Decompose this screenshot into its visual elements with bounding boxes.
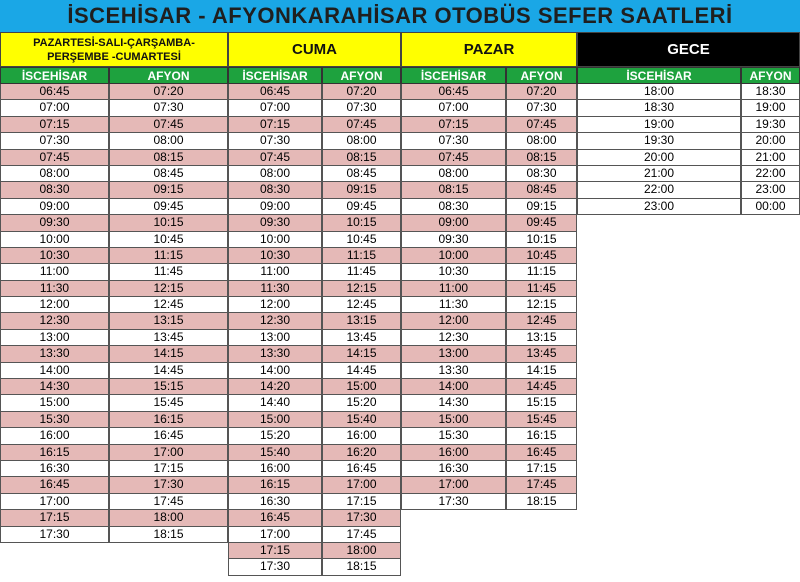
time-cell: 17:45: [322, 527, 401, 543]
time-cell: 11:00: [0, 264, 109, 280]
time-cell: 07:30: [322, 100, 401, 116]
time-cell: 13:15: [322, 313, 401, 329]
time-cell: 14:00: [228, 363, 322, 379]
time-cell: 11:00: [228, 264, 322, 280]
time-cell: 07:45: [109, 117, 228, 133]
time-cell: 13:30: [228, 346, 322, 362]
header-cuma: CUMA: [228, 32, 401, 67]
weekday-iscehisar-column: [0, 84, 109, 543]
time-cell: 15:00: [322, 379, 401, 395]
time-cell: 18:15: [109, 527, 228, 543]
time-cell: 17:15: [228, 543, 322, 559]
time-cell: 07:20: [506, 84, 577, 100]
time-cell: 21:00: [741, 150, 800, 166]
time-cell: 17:30: [0, 527, 109, 543]
time-cell: 15:20: [322, 395, 401, 411]
time-cell: 10:45: [506, 248, 577, 264]
time-cell: 14:15: [322, 346, 401, 362]
time-cell: 16:00: [401, 445, 506, 461]
time-cell: 12:30: [228, 313, 322, 329]
time-cell: 07:45: [506, 117, 577, 133]
time-cell: 17:15: [0, 510, 109, 526]
subheader-pazar-iscehisar: İSCEHİSAR: [401, 67, 506, 84]
time-cell: 19:00: [577, 117, 741, 133]
time-cell: 15:45: [109, 395, 228, 411]
time-cell: 14:20: [228, 379, 322, 395]
time-cell: 15:45: [506, 412, 577, 428]
time-cell: 13:00: [228, 330, 322, 346]
time-cell: 11:15: [322, 248, 401, 264]
time-cell: 07:30: [0, 133, 109, 149]
time-cell: 13:15: [506, 330, 577, 346]
time-cell: 10:00: [401, 248, 506, 264]
time-cell: 12:45: [109, 297, 228, 313]
time-cell: 12:15: [322, 281, 401, 297]
time-cell: 16:00: [228, 461, 322, 477]
time-cell: 11:15: [109, 248, 228, 264]
subheader-gece-iscehisar: İSCEHİSAR: [577, 67, 741, 84]
weekday-afyon-column: [109, 84, 228, 543]
time-cell: 16:45: [0, 477, 109, 493]
time-cell: 10:30: [401, 264, 506, 280]
time-cell: 12:15: [109, 281, 228, 297]
time-cell: 16:20: [322, 445, 401, 461]
time-cell: 12:30: [0, 313, 109, 329]
header-gece: GECE: [577, 32, 800, 67]
time-cell: 14:45: [506, 379, 577, 395]
time-cell: 08:00: [401, 166, 506, 182]
subheader-weekday-iscehisar: İSCEHİSAR: [0, 67, 109, 84]
time-cell: 13:00: [0, 330, 109, 346]
subheader-cuma-afyon: AFYON: [322, 67, 401, 84]
time-cell: 07:15: [0, 117, 109, 133]
time-cell: 16:45: [228, 510, 322, 526]
time-cell: 17:45: [109, 494, 228, 510]
subheader-weekday-afyon: AFYON: [109, 67, 228, 84]
time-cell: 07:45: [0, 150, 109, 166]
time-cell: 08:00: [109, 133, 228, 149]
time-cell: 14:15: [506, 363, 577, 379]
time-cell: 08:30: [506, 166, 577, 182]
time-cell: 21:00: [577, 166, 741, 182]
time-cell: 06:45: [0, 84, 109, 100]
time-cell: 10:15: [322, 215, 401, 231]
time-cell: 16:45: [506, 445, 577, 461]
time-cell: 10:00: [228, 232, 322, 248]
time-cell: 18:30: [741, 84, 800, 100]
time-cell: 10:45: [322, 232, 401, 248]
header-weekday-line1: PAZARTESİ-SALI-ÇARŞAMBA-: [33, 36, 195, 49]
time-cell: 06:45: [228, 84, 322, 100]
time-cell: 00:00: [741, 199, 800, 215]
time-cell: 18:00: [322, 543, 401, 559]
time-cell: 15:00: [401, 412, 506, 428]
time-cell: 12:00: [401, 313, 506, 329]
time-cell: 20:00: [741, 133, 800, 149]
time-cell: 10:15: [506, 232, 577, 248]
time-cell: 17:30: [401, 494, 506, 510]
time-cell: 09:30: [0, 215, 109, 231]
time-cell: 22:00: [577, 182, 741, 198]
time-cell: 12:45: [506, 313, 577, 329]
time-cell: 10:15: [109, 215, 228, 231]
time-cell: 13:30: [0, 346, 109, 362]
time-cell: 14:00: [0, 363, 109, 379]
pazar-iscehisar-column: [401, 84, 506, 510]
time-cell: 09:00: [228, 199, 322, 215]
time-cell: 07:30: [109, 100, 228, 116]
time-cell: 17:00: [228, 527, 322, 543]
time-cell: 18:15: [506, 494, 577, 510]
time-cell: 13:00: [401, 346, 506, 362]
time-cell: 09:00: [401, 215, 506, 231]
time-cell: 16:30: [228, 494, 322, 510]
time-cell: 17:00: [322, 477, 401, 493]
time-cell: 18:00: [577, 84, 741, 100]
time-cell: 15:30: [0, 412, 109, 428]
time-cell: 08:45: [322, 166, 401, 182]
time-cell: 15:00: [228, 412, 322, 428]
time-cell: 14:00: [401, 379, 506, 395]
time-cell: 08:30: [0, 182, 109, 198]
time-cell: 19:30: [741, 117, 800, 133]
time-cell: 08:15: [506, 150, 577, 166]
time-cell: 16:15: [109, 412, 228, 428]
time-cell: 12:15: [506, 297, 577, 313]
subheader-cuma-iscehisar: İSCEHİSAR: [228, 67, 322, 84]
time-cell: 16:45: [109, 428, 228, 444]
time-cell: 10:45: [109, 232, 228, 248]
time-cell: 22:00: [741, 166, 800, 182]
time-cell: 08:00: [506, 133, 577, 149]
time-cell: 17:15: [322, 494, 401, 510]
time-cell: 11:45: [109, 264, 228, 280]
time-cell: 16:45: [322, 461, 401, 477]
subheader-gece-afyon: AFYON: [741, 67, 800, 84]
time-cell: 20:00: [577, 150, 741, 166]
time-cell: 12:30: [401, 330, 506, 346]
time-cell: 15:15: [109, 379, 228, 395]
time-cell: 07:45: [322, 117, 401, 133]
time-cell: 12:00: [228, 297, 322, 313]
time-cell: 16:15: [506, 428, 577, 444]
gece-afyon-column: [741, 84, 800, 215]
time-cell: 07:00: [228, 100, 322, 116]
time-cell: 13:30: [401, 363, 506, 379]
time-cell: 09:15: [506, 199, 577, 215]
page-title: İSCEHİSAR - AFYONKARAHİSAR OTOBÜS SEFER SAATLERİ: [0, 0, 800, 32]
time-cell: 08:30: [401, 199, 506, 215]
time-cell: 17:15: [109, 461, 228, 477]
header-weekday: [0, 32, 228, 67]
time-cell: 14:15: [109, 346, 228, 362]
time-cell: 07:30: [401, 133, 506, 149]
time-cell: 11:15: [506, 264, 577, 280]
time-cell: 13:45: [506, 346, 577, 362]
time-cell: 16:00: [322, 428, 401, 444]
time-cell: 23:00: [577, 199, 741, 215]
time-cell: 11:30: [228, 281, 322, 297]
time-cell: 07:30: [506, 100, 577, 116]
time-cell: 08:00: [322, 133, 401, 149]
time-cell: 11:45: [506, 281, 577, 297]
time-cell: 07:15: [228, 117, 322, 133]
time-cell: 11:45: [322, 264, 401, 280]
time-cell: 09:30: [228, 215, 322, 231]
time-cell: 19:00: [741, 100, 800, 116]
time-cell: 09:00: [0, 199, 109, 215]
time-cell: 08:00: [228, 166, 322, 182]
time-cell: 17:00: [401, 477, 506, 493]
time-cell: 14:40: [228, 395, 322, 411]
time-cell: 12:45: [322, 297, 401, 313]
time-cell: 15:40: [228, 445, 322, 461]
time-cell: 09:45: [109, 199, 228, 215]
time-cell: 09:45: [322, 199, 401, 215]
header-pazar: PAZAR: [401, 32, 577, 67]
time-cell: 09:15: [109, 182, 228, 198]
time-cell: 14:45: [322, 363, 401, 379]
time-cell: 16:30: [401, 461, 506, 477]
time-cell: 18:15: [322, 559, 401, 575]
time-cell: 07:00: [0, 100, 109, 116]
time-cell: 15:00: [0, 395, 109, 411]
time-cell: 16:15: [228, 477, 322, 493]
time-cell: 07:20: [109, 84, 228, 100]
time-cell: 08:30: [228, 182, 322, 198]
time-cell: 18:30: [577, 100, 741, 116]
time-cell: 16:00: [0, 428, 109, 444]
time-cell: 16:15: [0, 445, 109, 461]
time-cell: 13:45: [109, 330, 228, 346]
time-cell: 09:30: [401, 232, 506, 248]
time-cell: 07:20: [322, 84, 401, 100]
cuma-afyon-column: [322, 84, 401, 576]
time-cell: 17:30: [228, 559, 322, 575]
time-cell: 10:30: [0, 248, 109, 264]
time-cell: 17:15: [506, 461, 577, 477]
time-cell: 15:40: [322, 412, 401, 428]
time-cell: 16:30: [0, 461, 109, 477]
time-cell: 09:15: [322, 182, 401, 198]
time-cell: 08:45: [109, 166, 228, 182]
cuma-iscehisar-column: [228, 84, 322, 576]
time-cell: 15:20: [228, 428, 322, 444]
time-cell: 07:30: [228, 133, 322, 149]
time-cell: 14:30: [401, 395, 506, 411]
time-cell: 18:00: [109, 510, 228, 526]
time-cell: 07:45: [228, 150, 322, 166]
time-cell: 17:00: [109, 445, 228, 461]
time-cell: 17:45: [506, 477, 577, 493]
time-cell: 08:45: [506, 182, 577, 198]
time-cell: 11:30: [0, 281, 109, 297]
time-cell: 08:15: [109, 150, 228, 166]
time-cell: 07:00: [401, 100, 506, 116]
time-cell: 15:30: [401, 428, 506, 444]
time-cell: 13:15: [109, 313, 228, 329]
time-cell: 15:15: [506, 395, 577, 411]
time-cell: 07:15: [401, 117, 506, 133]
time-cell: 10:00: [0, 232, 109, 248]
pazar-afyon-column: [506, 84, 577, 510]
gece-iscehisar-column: [577, 84, 741, 215]
time-cell: 17:30: [109, 477, 228, 493]
time-cell: 17:30: [322, 510, 401, 526]
time-cell: 12:00: [0, 297, 109, 313]
time-cell: 09:45: [506, 215, 577, 231]
header-weekday-line2: PERŞEMBE -CUMARTESİ: [47, 50, 181, 63]
time-cell: 08:15: [322, 150, 401, 166]
time-cell: 23:00: [741, 182, 800, 198]
time-cell: 17:00: [0, 494, 109, 510]
time-cell: 11:00: [401, 281, 506, 297]
time-cell: 13:45: [322, 330, 401, 346]
time-cell: 08:15: [401, 182, 506, 198]
time-cell: 10:30: [228, 248, 322, 264]
time-cell: 14:45: [109, 363, 228, 379]
time-cell: 06:45: [401, 84, 506, 100]
subheader-pazar-afyon: AFYON: [506, 67, 577, 84]
time-cell: 11:30: [401, 297, 506, 313]
time-cell: 19:30: [577, 133, 741, 149]
time-cell: 07:45: [401, 150, 506, 166]
time-cell: 14:30: [0, 379, 109, 395]
time-cell: 08:00: [0, 166, 109, 182]
